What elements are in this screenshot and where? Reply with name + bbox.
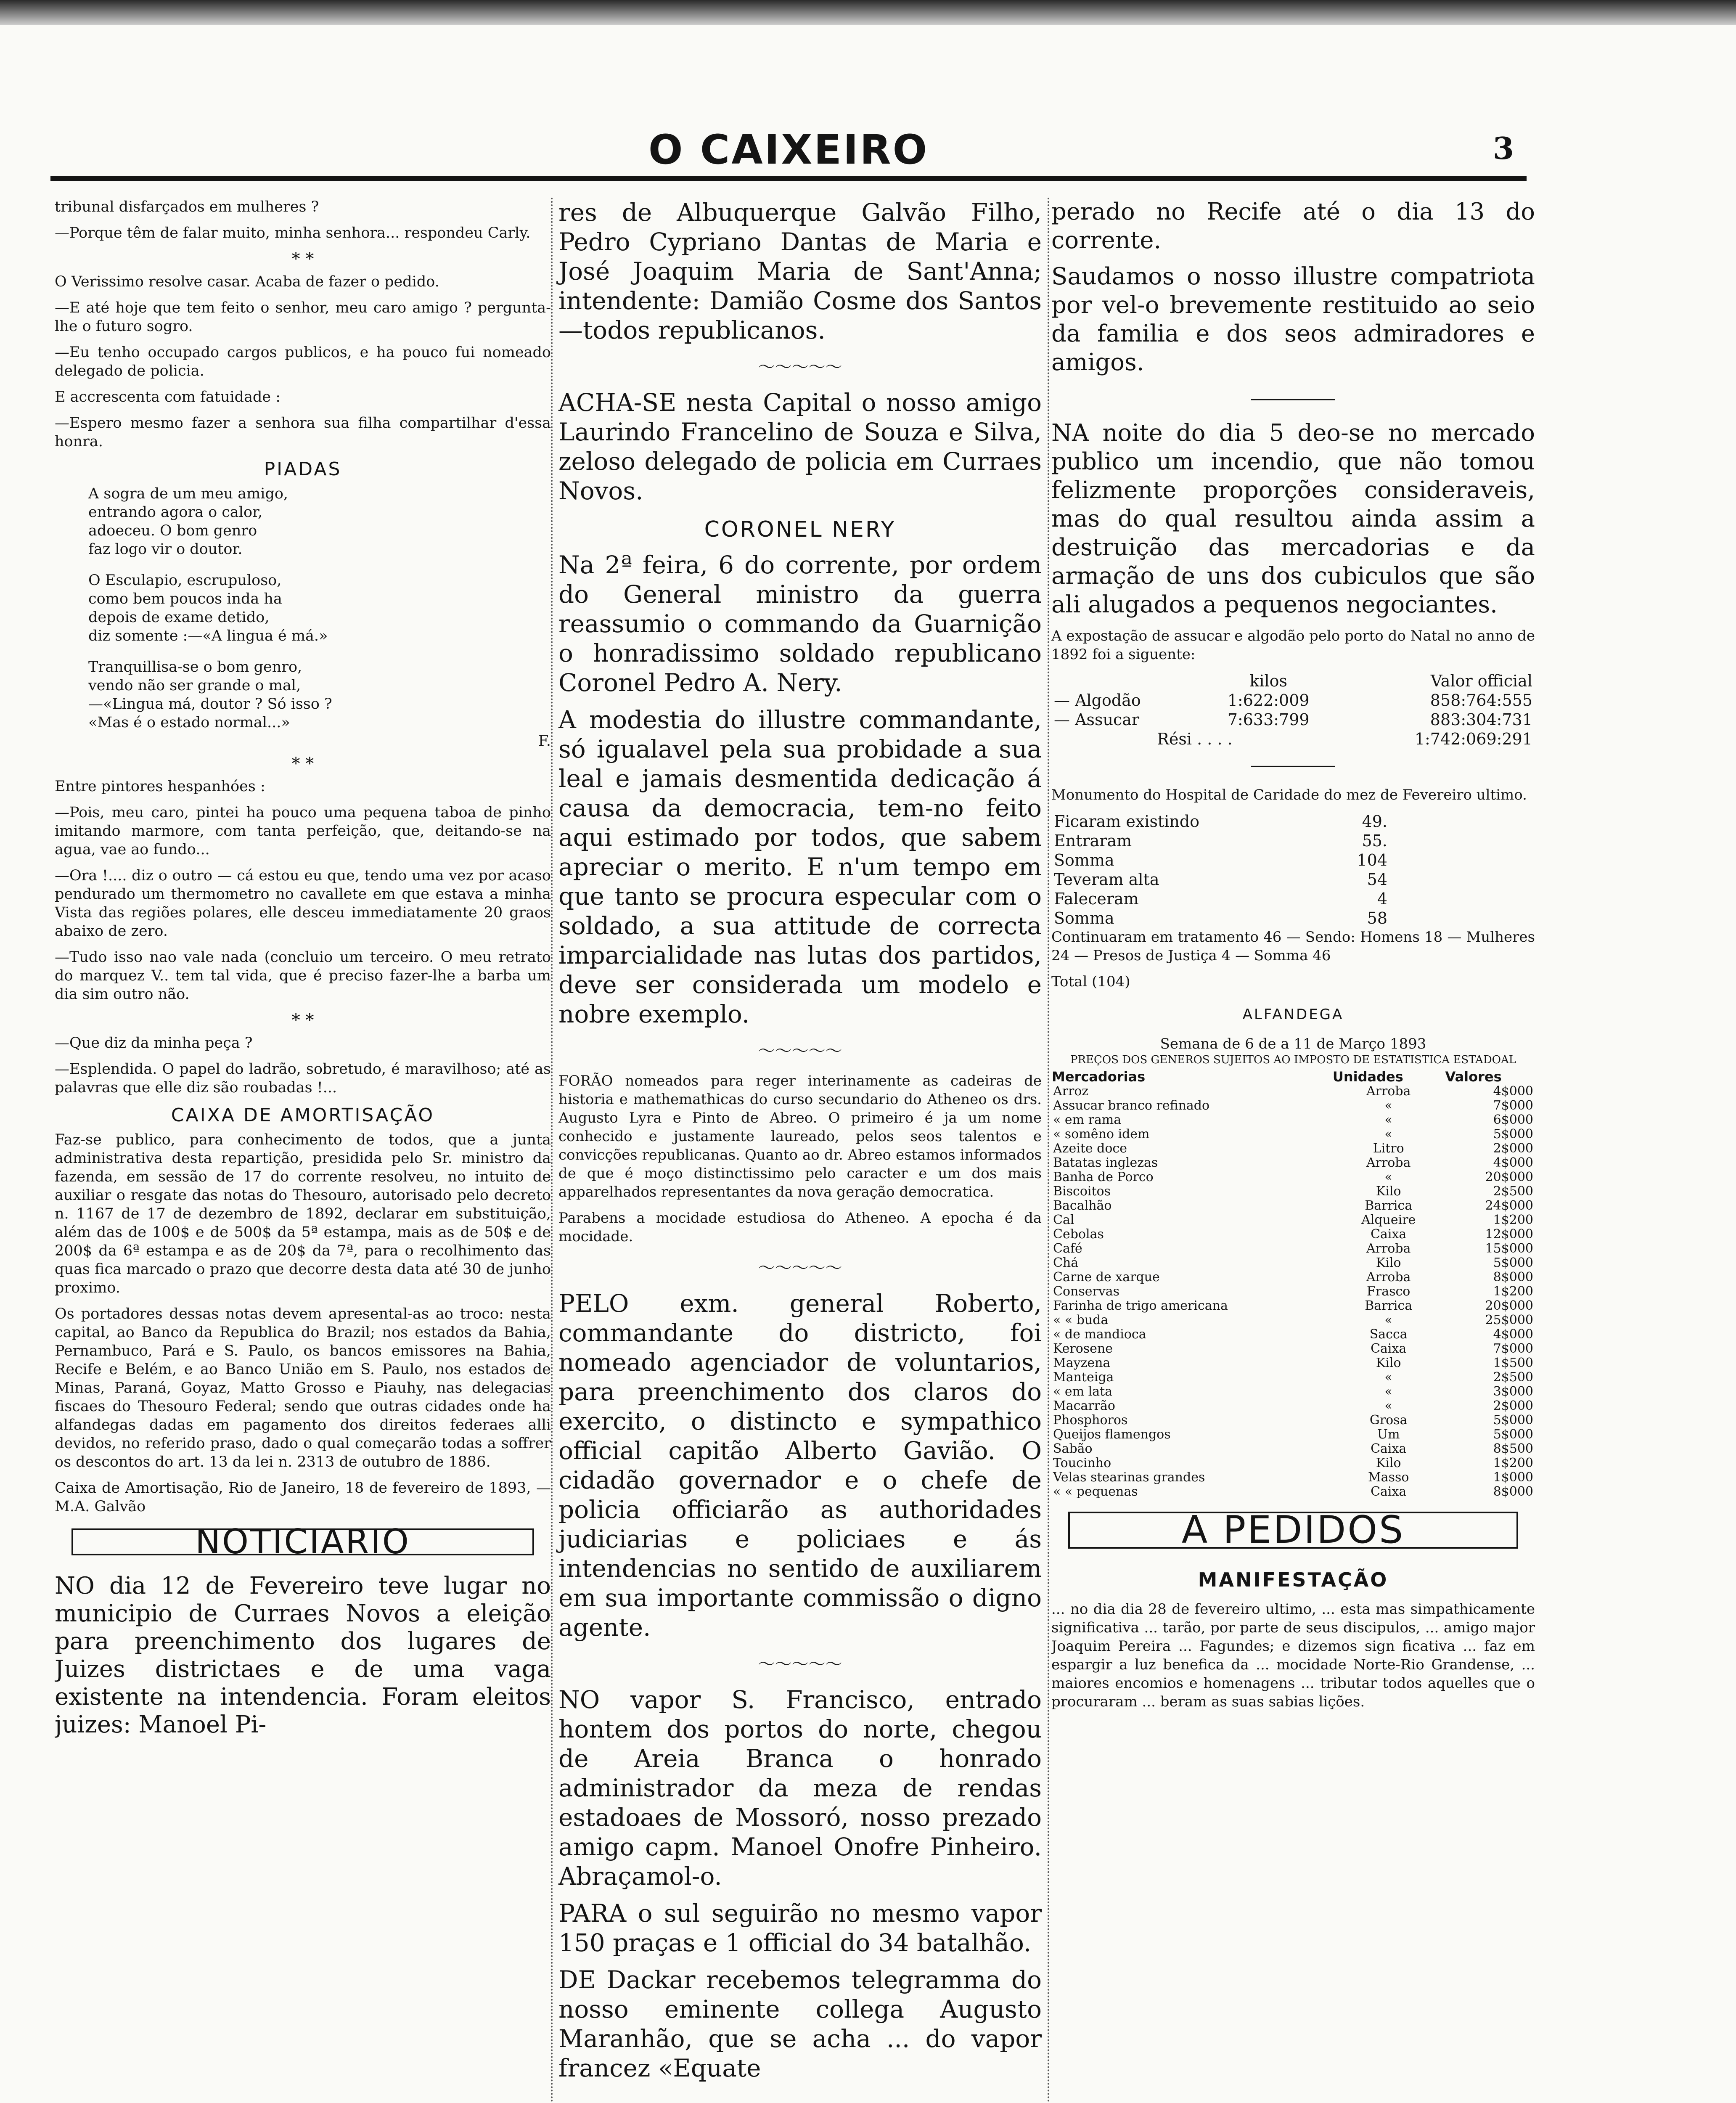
export-table: [1051, 671, 1535, 749]
table-cell: Barrica: [1365, 1198, 1413, 1213]
table-cell: 4$000: [1493, 1327, 1533, 1342]
table-cell: «: [1384, 1112, 1392, 1127]
table-row: [1051, 1113, 1535, 1127]
table-row: [1051, 1485, 1535, 1499]
table-cell: « « pequenas: [1053, 1484, 1138, 1499]
table-cell: Kerosene: [1053, 1341, 1113, 1356]
page-number: 3: [1493, 130, 1514, 166]
table-header: kilos: [1249, 672, 1288, 690]
hospital-table: [1051, 812, 1390, 928]
table-cell: Chá: [1053, 1255, 1079, 1270]
poem-line: diz somente :—«A lingua é má.»: [88, 628, 328, 644]
table-cell: Caixa: [1371, 1227, 1407, 1242]
poem-line: como bem poucos inda ha: [88, 591, 282, 607]
table-cell: 8$000: [1493, 1270, 1533, 1285]
table-header: Valor official: [1430, 672, 1532, 690]
table-cell: « « buda: [1053, 1313, 1109, 1327]
caixa-paragraph: Faz-se publico, para conhecimento de todos, que a junta administrativa desta repartição, presidida pelo Sr. ministro da fazenda, em sessão de 17 do corrente resolveu, no intuito de auxiliar o resgate das notas do Thesouro, autorisado pelo decreto n. 1167 de 17 de dezembro de 1892, declarar em substituição, além das de 100$ e de 500$ da 5ª estampa, mais as de 50$ e de 200$ da 6ª estampa e as de 20$ da 7ª, para o recolhimento das quas fica marcado o prazo que decorre desta data até 30 de junho proximo.: [55, 1131, 551, 1296]
table-row: [1051, 1127, 1535, 1142]
table-cell: 104: [1357, 851, 1387, 869]
table-cell: Arroba: [1366, 1270, 1411, 1285]
table-cell: Velas stearinas grandes: [1053, 1470, 1205, 1485]
table-cell: Kilo: [1376, 1255, 1401, 1270]
table-cell: Entraram: [1054, 832, 1132, 850]
table-cell: Banha de Porco: [1053, 1170, 1154, 1184]
noticiario-paragraph: NO dia 12 de Fevereiro teve lugar no municipio de Curraes Novos a eleição para preenchimento dos lugares de Juizes districtaes e de uma vaga existente na intendencia. Foram eleitos juizes: Manoel Pi-: [55, 1572, 551, 1738]
news-paragraph: NO vapor S. Francisco, entrado hontem dos portos do norte, chegou de Areia Branca o honrado administrador da meza de rendas estadoaes de Mossoró, nosso prezado amigo capm. Manoel Onofre Pinheiro. Abraçamol-o.: [558, 1685, 1042, 1891]
table-cell: Cal: [1053, 1213, 1074, 1227]
table-row: [1051, 691, 1535, 710]
table-cell: Café: [1053, 1241, 1082, 1256]
separator: ～～～～～: [758, 1655, 842, 1674]
table-cell: 2$000: [1493, 1141, 1533, 1156]
nery-heading: CORONEL NERY: [704, 517, 896, 542]
separator: ―――――: [1251, 389, 1335, 408]
table-cell: «: [1384, 1313, 1392, 1327]
hospital-title: Monumento do Hospital de Caridade do mez de Fevereiro ultimo.: [1051, 787, 1527, 803]
table-row: [1051, 1285, 1535, 1299]
manifestacao-paragraph: ... no dia dia 28 de fevereiro ultimo, ... esta mas simpathicamente significativa ... tarão, por parte de seus discipulos, ... amigo major Joaquim Pereira ... Fagundes; e dizemos sign ficativa ... faz em espargir a luz benefica da ... mocidade Norte-Rio Grandense, ... maiores encomios e homenagens ... tributar todos aquelles que o procuraram ... beram as suas sabias lições.: [1051, 1601, 1535, 1710]
table-cell: «: [1384, 1398, 1392, 1413]
table-cell: 8$500: [1493, 1441, 1533, 1456]
table-cell: Conservas: [1053, 1284, 1120, 1299]
table-cell: 8$000: [1493, 1484, 1533, 1499]
table-row: [1051, 1242, 1535, 1256]
table-row: [1051, 1084, 1535, 1099]
table-cell: 7:633:799: [1227, 710, 1310, 729]
table-cell: Barrica: [1365, 1298, 1413, 1313]
anecdote-paragraph: —Que diz da minha peça ?: [55, 1035, 253, 1052]
column-1: [55, 198, 551, 2103]
table-cell: 5$000: [1493, 1255, 1533, 1270]
alfandega-subtitle: PREÇOS DOS GENEROS SUJEITOS AO IMPOSTO DE ESTATISTICA ESTADOAL: [1070, 1054, 1516, 1066]
table-row: [1051, 812, 1390, 831]
table-cell: Kilo: [1376, 1456, 1401, 1470]
prices-table: [1051, 1069, 1535, 1499]
table-cell: Sacca: [1369, 1327, 1408, 1342]
table-cell: Bacalhão: [1053, 1198, 1112, 1213]
table-cell: 2$000: [1493, 1398, 1533, 1413]
table-header: Mercadorias: [1052, 1069, 1146, 1085]
table-cell: Grosa: [1369, 1413, 1408, 1428]
table-cell: Arroz: [1053, 1084, 1089, 1099]
poem-signature: F.: [538, 733, 551, 750]
anecdote-paragraph: —Ora !.... diz o outro — cá estou eu que, tendo uma vez por acaso pendurado um thermometro no cavallete em que estava a minha Vista das regiões polares, elle desceu immediatamente 20 graos abaixo de zero.: [55, 867, 551, 940]
news-paragraph: Na 2ª feira, 6 do corrente, por ordem do General ministro da guerra reassumio o commando da Guarnição o honradissimo soldado republicano Coronel Pedro A. Nery.: [558, 551, 1042, 697]
table-cell: Biscoitos: [1053, 1184, 1111, 1199]
table-cell: Sabão: [1053, 1441, 1093, 1456]
table-cell: 5$000: [1493, 1427, 1533, 1442]
export-intro: A expostação de assucar e algodão pelo porto do Natal no anno de 1892 foi a siguente:: [1051, 628, 1535, 663]
table-cell: 1:742:069:291: [1414, 730, 1532, 748]
news-paragraph: res de Albuquerque Galvão Filho, Pedro Cypriano Dantas de Maria e José Joaquim Maria de Sant'Anna; intendente: Damião Cosme dos Santos—todos republicanos.: [558, 198, 1042, 344]
table-cell: Azeite doce: [1053, 1141, 1127, 1156]
masthead-rule: [50, 176, 1527, 181]
table-cell: Manteiga: [1053, 1370, 1114, 1385]
table-cell: Faleceram: [1054, 890, 1139, 908]
table-row: [1051, 1442, 1535, 1456]
table-cell: 6$000: [1493, 1112, 1533, 1127]
table-cell: Somma: [1054, 909, 1114, 927]
table-cell: 4$000: [1493, 1084, 1533, 1099]
table-row: [1051, 889, 1390, 908]
dialogue-line: E accrescenta com fatuidade :: [55, 389, 281, 405]
scan-border: [0, 0, 1736, 25]
table-cell: 1$000: [1493, 1470, 1533, 1485]
news-paragraph: Parabens a mocidade estudiosa do Atheneo. A epocha é da mocidade.: [558, 1210, 1042, 1245]
table-cell: Kilo: [1376, 1184, 1401, 1199]
poem-line: vendo não ser grande o mal,: [88, 677, 301, 694]
table-cell: 4: [1377, 890, 1387, 908]
table-row: [1051, 1270, 1535, 1285]
table-row: [1051, 1342, 1535, 1356]
table-cell: — Assucar: [1054, 710, 1140, 729]
news-paragraph: Saudamos o nosso illustre compatriota por vel-o brevemente restituido ao seio da familia e dos seos admiradores e amigos.: [1051, 263, 1535, 376]
table-cell: 1$200: [1493, 1284, 1533, 1299]
manifestacao-heading: MANIFESTAÇÃO: [1198, 1568, 1389, 1591]
table-row: [1051, 1456, 1535, 1470]
table-cell: 1$200: [1493, 1213, 1533, 1227]
table-cell: 2$500: [1493, 1370, 1533, 1385]
news-paragraph: PARA o sul seguirão no mesmo vapor 150 praças e 1 official do 34 batalhão.: [558, 1899, 1042, 1957]
table-cell: 7$000: [1493, 1341, 1533, 1356]
anecdote-paragraph: —Esplendida. O papel do ladrão, sobretudo, é maravilhoso; até as palavras que elle diz são roubadas !...: [55, 1061, 551, 1096]
table-cell: Caixa: [1371, 1441, 1407, 1456]
dialogue-line: tribunal disfarçados em mulheres ?: [55, 199, 319, 215]
dialogue-line: —Eu tenho occupado cargos publicos, e ha pouco fui nomeado delegado de policia.: [55, 344, 551, 379]
column-3: [1051, 198, 1535, 2103]
table-cell: Carne de xarque: [1053, 1270, 1160, 1285]
table-cell: Cebolas: [1053, 1227, 1104, 1242]
table-cell: 15$000: [1485, 1241, 1533, 1256]
poem-line: A sogra de um meu amigo,: [88, 485, 288, 502]
table-cell: Ficaram existindo: [1054, 812, 1200, 831]
poem-line: Tranquillisa-se o bom genro,: [88, 659, 302, 675]
table-cell: 55.: [1362, 832, 1387, 850]
table-cell: Litro: [1373, 1141, 1404, 1156]
table-cell: «: [1384, 1127, 1392, 1142]
table-cell: Arroba: [1366, 1155, 1411, 1170]
table-cell: 1$500: [1493, 1356, 1533, 1370]
table-row: [1051, 1413, 1535, 1428]
piadas-heading: PIADAS: [264, 458, 342, 480]
table-row: [1051, 831, 1390, 850]
news-paragraph: PELO exm. general Roberto, commandante do districto, foi nomeado agenciador de voluntarios, para preenchimento dos claros do exercito, o distincto e sympathico official capitão Alberto Gavião. O cidadão governador e o chefe de policia officiarão as authoridades judiciarias e policiaes e ás intendencias no sentido de auxiliarem em sua importante commissão o digno agente.: [558, 1289, 1042, 1642]
caixa-paragraph: Os portadores dessas notas devem apresental-as ao troco: nesta capital, ao Banco da Republica do Brazil; nos estados da Bahia, Pernambuco, Pará e S. Paulo, os bancos emissores na Bahia, Recife e Belém, e ao Banco União em S. Paulo, nos estados de Minas, Paraná, Goyaz, Matto Grosso e Piauhy, nas delegacias fiscaes do Thesouro Federal; sendo que outras cidades onde ha alfandegas dadas em pagamento dos direitos federaes alli devidos, no referido praso, dado o qual começarão todas a soffrer os descontos do art. 13 da lei n. 2313 de outubro de 1886.: [55, 1306, 551, 1470]
table-cell: 58: [1367, 909, 1387, 927]
news-paragraph: NA noite do dia 5 deo-se no mercado publico um incendio, que não tomou felizmente proporções consideraveis, mas do qual resultou ainda assim a destruição das mercadorias e da armação de uns dos cubiculos que são ali alugados a pequenos negociantes.: [1051, 419, 1535, 618]
table-cell: 20$000: [1485, 1170, 1533, 1184]
table-cell: « de mandioca: [1053, 1327, 1146, 1342]
hospital-total: Total (104): [1051, 973, 1130, 990]
apedidos-heading: A PEDIDOS: [1068, 1512, 1518, 1549]
table-cell: Kilo: [1376, 1356, 1401, 1370]
table-cell: Farinha de trigo americana: [1053, 1298, 1228, 1313]
table-cell: Masso: [1368, 1470, 1409, 1485]
poem-line: entrando agora o calor,: [88, 504, 263, 521]
table-cell: 25$000: [1485, 1313, 1533, 1327]
table-cell: Queijos flamengos: [1053, 1427, 1171, 1442]
poem-line: faz logo vir o doutor.: [88, 541, 243, 558]
table-cell: Arroba: [1366, 1241, 1411, 1256]
caixa-paragraph: Caixa de Amortisação, Rio de Janeiro, 18 de fevereiro de 1893, —M.A. Galvão: [55, 1480, 551, 1515]
table-cell: 20$000: [1485, 1298, 1533, 1313]
table-cell: 49.: [1362, 812, 1387, 831]
table-cell: Frasco: [1367, 1284, 1410, 1299]
news-paragraph: A modestia do illustre commandante, só igualavel pela sua probidade a sua leal e jamais desmentida dedicação á causa da democracia, tem-no feito aqui estimado por todos, que sabem apreciar o merito. E n'um tempo em que tanto se procura especular com o soldado, a sua attitude de correcta imparcialidade nas lutas dos partidos, deve ser considerada um modelo e nobre exemplo.: [558, 705, 1042, 1028]
anecdote-paragraph: Entre pintores hespanhóes :: [55, 778, 265, 795]
poem-line: «Mas é o estado normal...»: [88, 714, 290, 731]
table-cell: 1$200: [1493, 1456, 1533, 1470]
table-row: [1051, 908, 1390, 928]
newspaper-title: O CAIXEIRO: [648, 126, 929, 173]
table-row: [1051, 1428, 1535, 1442]
masthead: [50, 126, 1527, 181]
table-row: [1051, 1356, 1535, 1370]
table-row: [1051, 1227, 1535, 1242]
news-paragraph: perado no Recife até o dia 13 do corrente.: [1051, 198, 1535, 254]
alfandega-heading: ALFANDEGA: [1242, 1006, 1344, 1023]
table-cell: «: [1384, 1170, 1392, 1184]
separator: ～～～～～: [758, 1041, 842, 1061]
table-cell: Teveram alta: [1054, 870, 1159, 889]
table-cell: Somma: [1054, 851, 1114, 869]
anecdote-paragraph: —Pois, meu caro, pintei ha pouco uma pequena taboa de pinho imitando marmore, com tanta perfeição, que, deitando-se na agua, vae ao fundo...: [55, 804, 551, 858]
table-cell: « somêno idem: [1053, 1127, 1150, 1142]
table-row: [1051, 1385, 1535, 1399]
table-cell: Batatas inglezas: [1053, 1155, 1158, 1170]
table-row: [1051, 870, 1390, 889]
table-cell: Caixa: [1371, 1341, 1407, 1356]
hospital-continued: Continuaram em tratamento 46 — Sendo: Homens 18 — Mulheres 24 — Presos de Justiça 4 — Somma 46: [1051, 929, 1535, 964]
poem-stanza: [88, 571, 551, 645]
poem-line: —«Lingua má, doutor ? Só isso ?: [88, 696, 332, 712]
table-cell: 3$000: [1493, 1384, 1533, 1399]
table-cell: 4$000: [1493, 1155, 1533, 1170]
table-cell: 54: [1367, 870, 1387, 889]
table-cell: Toucinho: [1053, 1456, 1111, 1470]
table-row: [1051, 710, 1535, 729]
table-row: [1051, 850, 1390, 870]
table-row: [1051, 1256, 1535, 1270]
table-cell: 1:622:009: [1227, 691, 1310, 710]
table-cell: 858:764:555: [1430, 691, 1532, 710]
table-cell: 883:304:731: [1430, 710, 1532, 729]
table-cell: Alqueire: [1361, 1213, 1416, 1227]
alfandega-week: Semana de 6 de a 11 de Março 1893: [1160, 1036, 1426, 1052]
table-row: [1051, 1399, 1535, 1413]
table-header: Unidades: [1332, 1069, 1403, 1085]
table-cell: 5$000: [1493, 1413, 1533, 1428]
table-cell: Macarrão: [1053, 1398, 1115, 1413]
table-cell: 12$000: [1485, 1227, 1533, 1242]
table-cell: 2$500: [1493, 1184, 1533, 1199]
table-row: [1051, 1142, 1535, 1156]
anecdote-paragraph: —Tudo isso nao vale nada (concluio um terceiro. O meu retrato do marquez V.. tem tal vida, que é preciso fazer-lhe a barba um dia sim outro não.: [55, 949, 551, 1003]
poem-stanza: [88, 658, 551, 732]
table-row: [1051, 1184, 1535, 1199]
table-cell: Caixa: [1371, 1484, 1407, 1499]
table-cell: Arroba: [1366, 1084, 1411, 1099]
noticiario-heading: NOTICIARIO: [71, 1528, 534, 1555]
dialogue-line: —Porque têm de falar muito, minha senhora... respondeu Carly.: [55, 225, 531, 241]
news-paragraph: FORÃO nomeados para reger interinamente as cadeiras de historia e mathemathicas do curso secundario do Atheneo os drs. Augusto Lyra e Pinto de Abreo. O primeiro é ja um nome conhecido e justamente laureado, pelos seos talentos e convicções republicanas. Quanto ao dr. Abreo estamos informados de que é moço distinctissimo pelo caracter e um dos mais apparelhados representantes da nova geração democratica.: [558, 1073, 1042, 1200]
table-header: [1051, 671, 1199, 691]
dialogue-line: O Verissimo resolve casar. Acaba de fazer o pedido.: [55, 273, 439, 290]
table-row: [1051, 1099, 1535, 1113]
news-paragraph: ACHA-SE nesta Capital o nosso amigo Laurindo Francelino de Souza e Silva, zeloso delegado de policia em Curraes Novos.: [558, 388, 1042, 505]
table-cell: — Algodão: [1054, 691, 1141, 710]
table-row: [1051, 1213, 1535, 1227]
poem-line: adoeceu. O bom genro: [88, 522, 257, 539]
separator: ～～～～～: [758, 1258, 842, 1278]
table-cell: Phosphoros: [1053, 1413, 1128, 1428]
news-paragraph: DE Dackar recebemos telegramma do nosso eminente collega Augusto Maranhão, que se acha ... do vapor francez «Equate: [558, 1965, 1042, 2082]
table-cell: «: [1384, 1098, 1392, 1113]
table-cell: 5$000: [1493, 1127, 1533, 1142]
section-star: * *: [291, 754, 314, 773]
table-cell: Rési . . . .: [1157, 730, 1233, 748]
table-row: [1051, 1299, 1535, 1313]
table-row: [1051, 1470, 1535, 1485]
poem-line: O Esculapio, escrupuloso,: [88, 572, 282, 589]
table-row: [1051, 1313, 1535, 1327]
table-cell: 24$000: [1485, 1198, 1533, 1213]
separator: ―――――: [1251, 756, 1335, 775]
dialogue-line: —Espero mesmo fazer a senhora sua filha compartilhar d'essa honra.: [55, 415, 551, 450]
separator: ～～～～～: [758, 358, 842, 377]
table-cell: Um: [1377, 1427, 1400, 1442]
table-cell: «: [1384, 1370, 1392, 1385]
table-row: [1051, 1156, 1535, 1170]
table-cell: Assucar branco refinado: [1053, 1098, 1210, 1113]
table-row: [1051, 1199, 1535, 1213]
table-header: Valores: [1445, 1069, 1502, 1085]
dialogue-line: —E até hoje que tem feito o senhor, meu caro amigo ? pergunta-lhe o futuro sogro.: [55, 299, 551, 335]
column-2: [551, 198, 1049, 2103]
table-cell: 7$000: [1493, 1098, 1533, 1113]
table-cell: « em lata: [1053, 1384, 1113, 1399]
caixa-heading: CAIXA DE AMORTISAÇÃO: [171, 1104, 435, 1126]
table-cell: « em rama: [1053, 1112, 1122, 1127]
table-row: [1051, 1370, 1535, 1385]
poem-line: depois de exame detido,: [88, 609, 270, 626]
table-row: [1051, 1327, 1535, 1342]
table-row: [1051, 1170, 1535, 1184]
section-star: * *: [291, 249, 314, 269]
table-cell: «: [1384, 1384, 1392, 1399]
table-cell: Mayzena: [1053, 1356, 1111, 1370]
table-row: [1051, 729, 1535, 749]
section-star: * *: [291, 1011, 314, 1030]
poem-stanza: [88, 485, 551, 559]
